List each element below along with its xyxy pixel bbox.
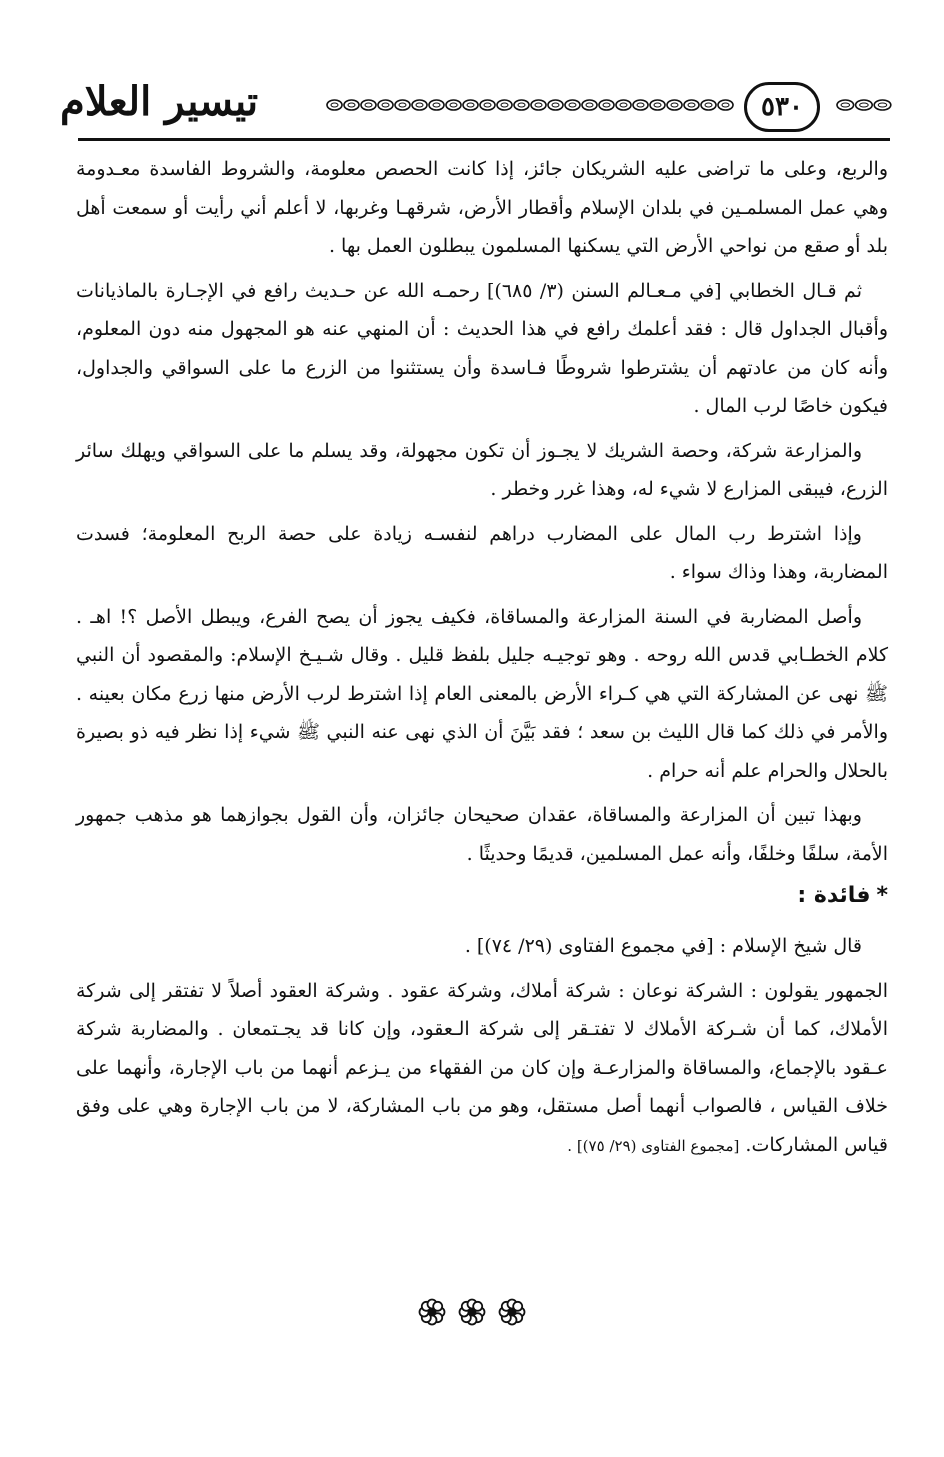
ornament-link-inner [331,103,338,107]
ornament-link-inner [603,103,610,107]
ornament-link-inner [586,103,593,107]
ornament-link [548,100,563,110]
ornament-link [874,100,891,110]
ornament-link [463,100,478,110]
header-ornament-small [836,98,892,112]
ornament-link-inner [501,103,508,107]
faida-heading-text: فائدة : [797,883,871,908]
ornament-link-inner [450,103,457,107]
ornament-link [633,100,648,110]
ornament-link [667,100,682,110]
paragraph-3: والمزارعة شركة، وحصة الشريك لا يجـوز أن تكون مجهولة، وقد يسلم ما على السواقي ويهلك سائر الزرع، فيبقى المزارع لا شيء له، وهذا غرر وخطر . [76,439,888,500]
flower-center [468,1308,476,1316]
ornament-link [480,100,495,110]
ornament-link [344,100,359,110]
ornament-link [446,100,461,110]
ornament-link [395,100,410,110]
header-ornament-chain [326,98,734,112]
page-content [76,150,888,1171]
ornament-link [582,100,597,110]
header-rule [78,138,890,141]
faida-reference: [مجموع الفتاوى (٢٩/ ٧٥)] . [567,1136,740,1155]
flower-ornament-icon [412,1296,532,1328]
flower-center [508,1308,516,1316]
book-title: تيسير العلام [60,78,259,125]
ornament-link-inner [637,103,644,107]
paragraph-2: ثم قـال الخطابي [في مـعـالم السنن (٣/ ٦٨٥)] رحمـه الله عن حـديث رافع في الإجـارة بالماذيانات وأقبال الجداول قال : فقد أعلمك رافع في هذا الحديث : أن المنهي عنه هو المجهول منه دون المعلوم، وأنه كان من عادتهم أن يشترطوا شروطًا فـاسدة وأن يستثنوا من الزرع ما على السواقي والجداول، فيكون خاصًا لرب المال . [76,279,888,417]
ornament-link [616,100,631,110]
ornament-link-inner [535,103,542,107]
ornament-link-inner [860,103,869,107]
ornament-link-inner [688,103,695,107]
faida-paragraph [76,972,888,1166]
ornament-link-inner [722,103,729,107]
ornament-link [514,100,529,110]
ornament-link [565,100,580,110]
ornament-link [412,100,427,110]
ornament-link [837,100,854,110]
ornament-link-inner [620,103,627,107]
faida-heading [76,879,888,913]
ornament-link [684,100,699,110]
ornament-link [361,100,376,110]
paragraph-6: وبهذا تبين أن المزارعة والمساقاة، عقدان صحيحان جائزان، وأن القول بجوازهما هو مذهب جمهور الأمة، سلفًا وخلفًا، وأنه عمل المسلمين، قديمًا وحديثًا . [76,804,888,865]
page-number: ٥٣٠ [744,82,820,132]
ornament-link-inner [705,103,712,107]
ornament-link-inner [416,103,423,107]
ornament-link-inner [484,103,491,107]
ornament-link-inner [399,103,406,107]
ornament-link [856,100,873,110]
paragraph-1: والربع، وعلى ما تراضى عليه الشريكان جائز، إذا كانت الحصص معلومة، والشروط الفاسدة معـدومة وهي عمل المسلمـين في بلدان الإسلام وأقطار الأرض، شرقهـا وغربها، لا أعلم أني رأيت أو سمعت أهل بلد أو صقع من نواحي الأرض التي يسكنها المسلمون يبطلون العمل بها . [76,158,888,257]
ornament-link-inner [348,103,355,107]
end-ornament [0,1296,944,1328]
ornament-link [718,100,733,110]
faida-intro: قال شيخ الإسلام : [في مجموع الفتاوى (٢٩/ ٧٤)] . [464,935,862,957]
ornament-link [531,100,546,110]
ornament-link [378,100,393,110]
ornament-link [327,100,342,110]
star-icon: * [876,883,888,908]
ornament-link [650,100,665,110]
faida-text: الجمهور يقولون : الشركة نوعان : شركة أملاك، وشركة عقود . وشركة العقود أصلاً لا تفتقر إلى شركة الأملاك، كما أن شـركة الأملاك لا تفتـقر إلى شركة الـعقود، وإن كانا قد يجـتمعان . والمضاربة شركة عـقود بالإجماع، والمساقاة والمزارعـة وإن كان من الفقهاء من يـزعم أنهما من باب الإجارة، وأنهما على خلاف القياس ، فالصواب أنهما أصل مستقل، وهو من باب المشاركة، لا من باب الإجارة وهي على وفق قياس المشاركات. [76,979,888,1156]
ornament-link-inner [569,103,576,107]
ornament-link-inner [365,103,372,107]
ornament-link [701,100,716,110]
ornament-link-inner [878,103,887,107]
ornament-link [429,100,444,110]
ornament-link-inner [433,103,440,107]
page-header [60,78,890,134]
ornament-link-inner [382,103,389,107]
ornament-link-inner [654,103,661,107]
ornament-link-inner [552,103,559,107]
ornament-link [497,100,512,110]
ornament-link-inner [671,103,678,107]
ornament-link-inner [841,103,850,107]
ornament-link-inner [467,103,474,107]
ornament-link-inner [518,103,525,107]
flower-center [428,1308,436,1316]
paragraph-4: وإذا اشترط رب المال على المضارب دراهم لنفسـه زيادة على حصة الربح المعلومة؛ فسدت المضاربة، وهذا وذاك سواء . [76,522,888,583]
ornament-link [599,100,614,110]
paragraph-5: وأصل المضاربة في السنة المزارعة والمساقاة، فكيف يجوز أن يصح الفرع، ويبطل الأصل ؟! اهـ . كلام الخطـابي قدس الله روحه . وهو توجيـه جليل بلفظ قليل . وقال شـيـخ الإسلام: والمقصود أن النبي ﷺ نهى عن المشاركة التي هي كـراء الأرض بالمعنى العام إذا اشترط لرب الأرض منها زرع مكان بعينه . والأمر في ذلك كما قال الليث بن سعد ؛ فقد بَيَّنَ أن الذي نهى عنه النبي ﷺ شيء إذا نظر فيه ذو بصيرة بالحلال والحرام علم أنه حرام . [76,605,888,782]
